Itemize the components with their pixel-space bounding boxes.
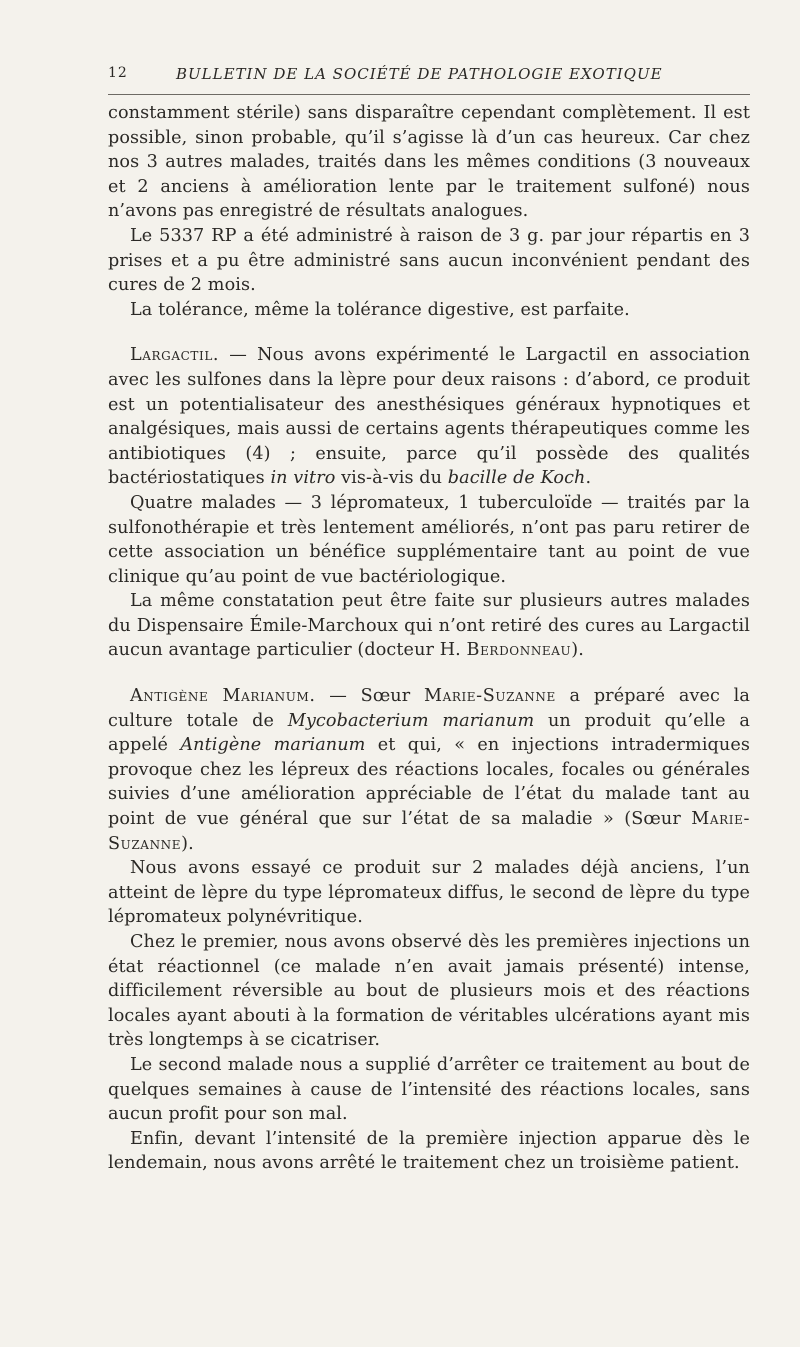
antigene-text-d: et qui, « en injections intradermiques provoque chez les lépreux des réactions locales, focales ou générales suivies d’une amélioration appréciable de l’état du malade tant au point de vue général que sur l’état de sa maladie » (Sœur: [108, 735, 750, 830]
largactil-text-c: .: [585, 468, 592, 489]
paragraph-largactil: [108, 343, 750, 491]
paragraph-quatre-malades: Quatre malades — 3 lépromateux, 1 tuberculoïde — traités par la sulfonothérapie et très lentement améliorés, n’ont pas paru retirer de cette association un bénéfice supplémentaire tant au point de vue clinique qu’au point de vue bactériologique.: [108, 492, 750, 587]
author-name: Berdonneau: [466, 640, 572, 661]
page: [108, 62, 750, 1176]
in-vitro-term: in vitro: [270, 468, 336, 489]
paragraph-essai: Nous avons essayé ce produit sur 2 malades déjà anciens, l’un atteint de lèpre du type lépromateux diffus, le second de lèpre du type lépromateux polynévritique.: [108, 858, 750, 928]
dispensaire-text-b: ).: [571, 640, 584, 661]
section-heading-largactil: Largactil.: [130, 345, 220, 366]
running-title: BULLETIN DE LA SOCIÉTÉ DE PATHOLOGIE EXOTIQUE: [176, 65, 663, 83]
largactil-text-b: vis-à-vis du: [335, 468, 448, 489]
paragraph-antigene: [108, 684, 750, 856]
person-name-1: Marie-Suzanne: [423, 686, 556, 707]
paragraph-dispensaire: [108, 589, 750, 663]
mycobacterium-term: Mycobacterium marianum: [287, 710, 535, 731]
antigene-term: Antigène marianum: [180, 735, 366, 756]
paragraph-enfin: Enfin, devant l’intensité de la première injection apparue dès le lendemain, nous avons arrêté le traitement chez un troisième patient.: [108, 1128, 750, 1174]
antigene-text-b: a préparé avec la culture totale de: [108, 686, 750, 731]
paragraph-continuation: constamment stérile) sans disparaître cependant complètement. Il est possible, sinon probable, qu’il s’agisse là d’un cas heureux. Car chez nos 3 autres malades, traités dans les mêmes conditions (3 nouveaux et 2 anciens à amélioration lente par le traitement sulfoné) nous n’avons pas enregistré de résultats analogues.: [108, 103, 750, 222]
section-heading-antigene: Antigène Marianum.: [130, 686, 316, 707]
antigene-text-c: un produit qu’elle a appelé: [108, 710, 750, 756]
paragraph-premier-malade: Chez le premier, nous avons observé dès les premières injections un état réactionnel (ce malade n’en avait jamais présenté) intense, difficilement réversible au bout de plusieurs mois et des réactions locales ayant abouti à la formation de véritables ulcérations ayant mis très longtemps à se cicatriser.: [108, 932, 750, 1051]
header-rule: [108, 94, 750, 95]
paragraph-tolerance: La tolérance, même la tolérance digestive, est parfaite.: [130, 299, 630, 320]
largactil-text-a: — Nous avons expérimenté le Largactil en association avec les sulfones dans la lèpre pour deux raisons : d’abord, ce produit est un potentialisateur des anesthésiques généraux hypnotiques et analgésiques, mais aussi de certains agents thérapeutiques comme les antibiotiques (4) ; ensuite, parce qu’il possède des qualités bactériostatiques: [108, 345, 750, 489]
paragraph-second-malade: Le second malade nous a supplié d’arrêter ce traitement au bout de quelques semaines à cause de l’intensité des réactions locales, sans aucun profit pour son mal.: [108, 1054, 750, 1125]
antigene-text-a: — Sœur: [315, 686, 424, 707]
running-header: [108, 62, 750, 90]
antigene-text-e: ).: [181, 833, 194, 854]
page-number: 12: [108, 65, 128, 81]
bacille-term: bacille de Koch: [447, 468, 586, 489]
paragraph-dosage: Le 5337 RP a été administré à raison de 3 g. par jour répartis en 3 prises et a pu être administré sans aucun inconvénient pendant des cures de 2 mois.: [108, 225, 750, 296]
body-text: [108, 101, 750, 1176]
person-name-2: Marie-Suzanne: [108, 809, 750, 854]
dispensaire-text-a: La même constatation peut être faite sur plusieurs autres malades du Dispensaire Émile-Marchoux qui n’ont retiré des cures au Largactil aucun avantage particulier (docteur H.: [108, 591, 750, 661]
